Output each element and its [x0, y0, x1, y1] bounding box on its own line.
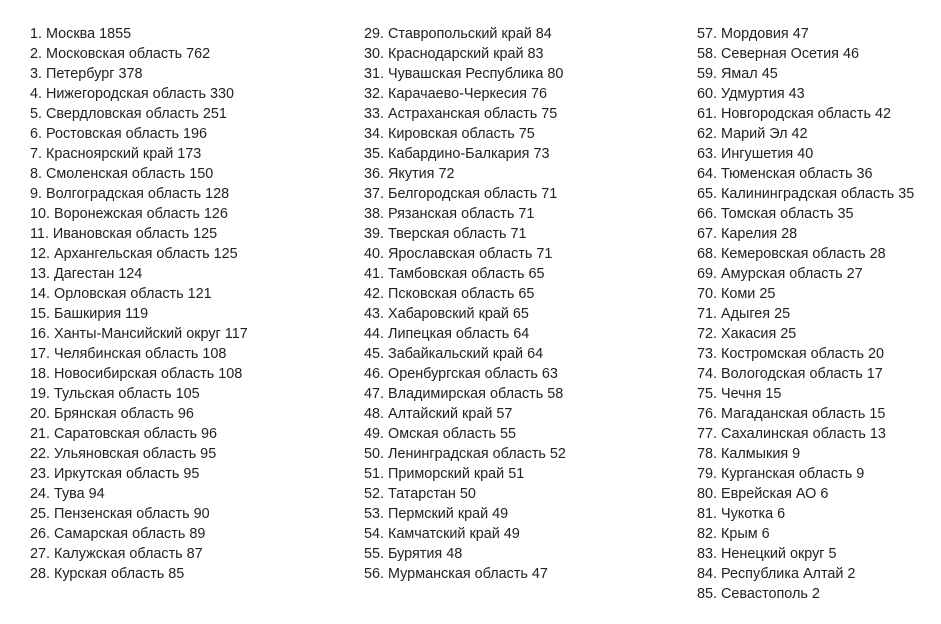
- list-item: 28. Курская область 85: [30, 566, 185, 582]
- list-item: 29. Ставропольский край 84: [364, 26, 552, 42]
- list-item: 61. Новгородская область 42: [697, 106, 891, 122]
- list-item: 59. Ямал 45: [697, 66, 778, 82]
- list-item: 79. Курганская область 9: [697, 466, 865, 482]
- list-item: 74. Вологодская область 17: [697, 366, 883, 382]
- list-item: 17. Челябинская область 108: [30, 346, 227, 362]
- list-item: 57. Мордовия 47: [697, 26, 809, 42]
- list-item: 41. Тамбовская область 65: [364, 266, 545, 282]
- list-item: 31. Чувашская Республика 80: [364, 66, 564, 82]
- list-item: 55. Бурятия 48: [364, 546, 463, 562]
- list-item: 30. Краснодарский край 83: [364, 46, 544, 62]
- list-item: 65. Калининградская область 35: [697, 186, 915, 202]
- list-item: 81. Чукотка 6: [697, 506, 786, 522]
- list-item: 10. Воронежская область 126: [30, 206, 228, 222]
- list-item: 9. Волгоградская область 128: [30, 186, 230, 202]
- list-item: 25. Пензенская область 90: [30, 506, 210, 522]
- list-item: 44. Липецкая область 64: [364, 326, 530, 342]
- list-item: 58. Северная Осетия 46: [697, 46, 859, 62]
- list-item: 53. Пермский край 49: [364, 506, 509, 522]
- list-item: 4. Нижегородская область 330: [30, 86, 234, 102]
- list-column-3: [697, 24, 937, 604]
- list-item: 66. Томская область 35: [697, 206, 854, 222]
- list-item: 1. Москва 1855: [30, 26, 132, 42]
- list-item: 27. Калужская область 87: [30, 546, 203, 562]
- list-item: 71. Адыгея 25: [697, 306, 791, 322]
- list-item: 8. Смоленская область 150: [30, 166, 214, 182]
- list-item: 56. Мурманская область 47: [364, 566, 548, 582]
- list-item: 64. Тюменская область 36: [697, 166, 873, 182]
- list-item: 5. Свердловская область 251: [30, 106, 227, 122]
- list-item: 51. Приморский край 51: [364, 466, 525, 482]
- list-item: 48. Алтайский край 57: [364, 406, 513, 422]
- list-item: 26. Самарская область 89: [30, 526, 206, 542]
- list-item: 20. Брянская область 96: [30, 406, 194, 422]
- list-item: 47. Владимирская область 58: [364, 386, 564, 402]
- list-item: 60. Удмуртия 43: [697, 86, 805, 102]
- list-item: 75. Чечня 15: [697, 386, 782, 402]
- list-item: 21. Саратовская область 96: [30, 426, 218, 442]
- list-item: 38. Рязанская область 71: [364, 206, 535, 222]
- list-item: 40. Ярославская область 71: [364, 246, 553, 262]
- list-item: 39. Тверская область 71: [364, 226, 527, 242]
- list-item: 35. Кабардино-Балкария 73: [364, 146, 550, 162]
- list-item: 73. Костромская область 20: [697, 346, 884, 362]
- list-item: 24. Тува 94: [30, 486, 105, 502]
- list-item: 3. Петербург 378: [30, 66, 143, 82]
- list-item: 32. Карачаево-Черкесия 76: [364, 86, 547, 102]
- list-item: 19. Тульская область 105: [30, 386, 200, 402]
- list-item: 78. Калмыкия 9: [697, 446, 801, 462]
- list-item: 12. Архангельская область 125: [30, 246, 238, 262]
- list-item: 7. Красноярский край 173: [30, 146, 202, 162]
- list-item: 42. Псковская область 65: [364, 286, 535, 302]
- list-column-1: [30, 24, 350, 584]
- list-item: 34. Кировская область 75: [364, 126, 535, 142]
- list-item: 50. Ленинградская область 52: [364, 446, 566, 462]
- list-item: 63. Ингушетия 40: [697, 146, 814, 162]
- list-item: 18. Новосибирская область 108: [30, 366, 243, 382]
- list-item: 76. Магаданская область 15: [697, 406, 886, 422]
- list-item: 49. Омская область 55: [364, 426, 516, 442]
- list-item: 62. Марий Эл 42: [697, 126, 808, 142]
- list-item: 80. Еврейская АО 6: [697, 486, 829, 502]
- list-item: 84. Республика Алтай 2: [697, 566, 856, 582]
- list-item: 67. Карелия 28: [697, 226, 798, 242]
- list-item: 82. Крым 6: [697, 526, 770, 542]
- list-item: 37. Белгородская область 71: [364, 186, 558, 202]
- list-item: 13. Дагестан 124: [30, 266, 143, 282]
- list-item: 46. Оренбургская область 63: [364, 366, 558, 382]
- list-item: 68. Кемеровская область 28: [697, 246, 886, 262]
- list-item: 36. Якутия 72: [364, 166, 455, 182]
- list-item: 33. Астраханская область 75: [364, 106, 558, 122]
- list-item: 85. Севастополь 2: [697, 586, 820, 602]
- list-column-2: [364, 24, 684, 584]
- list-item: 77. Сахалинская область 13: [697, 426, 886, 442]
- list-item: 69. Амурская область 27: [697, 266, 863, 282]
- list-item: 6. Ростовская область 196: [30, 126, 207, 142]
- list-item: 11. Ивановская область 125: [30, 226, 218, 242]
- list-item: 16. Ханты-Мансийский округ 117: [30, 326, 248, 342]
- list-item: 54. Камчатский край 49: [364, 526, 520, 542]
- list-item: 14. Орловская область 121: [30, 286, 212, 302]
- list-item: 22. Ульяновская область 95: [30, 446, 217, 462]
- list-item: 15. Башкирия 119: [30, 306, 149, 322]
- list-item: 43. Хабаровский край 65: [364, 306, 529, 322]
- list-item: 2. Московская область 762: [30, 46, 211, 62]
- list-item: 45. Забайкальский край 64: [364, 346, 544, 362]
- list-item: 72. Хакасия 25: [697, 326, 797, 342]
- list-item: 83. Ненецкий округ 5: [697, 546, 837, 562]
- list-item: 52. Татарстан 50: [364, 486, 476, 502]
- list-item: 70. Коми 25: [697, 286, 776, 302]
- list-item: 23. Иркутская область 95: [30, 466, 200, 482]
